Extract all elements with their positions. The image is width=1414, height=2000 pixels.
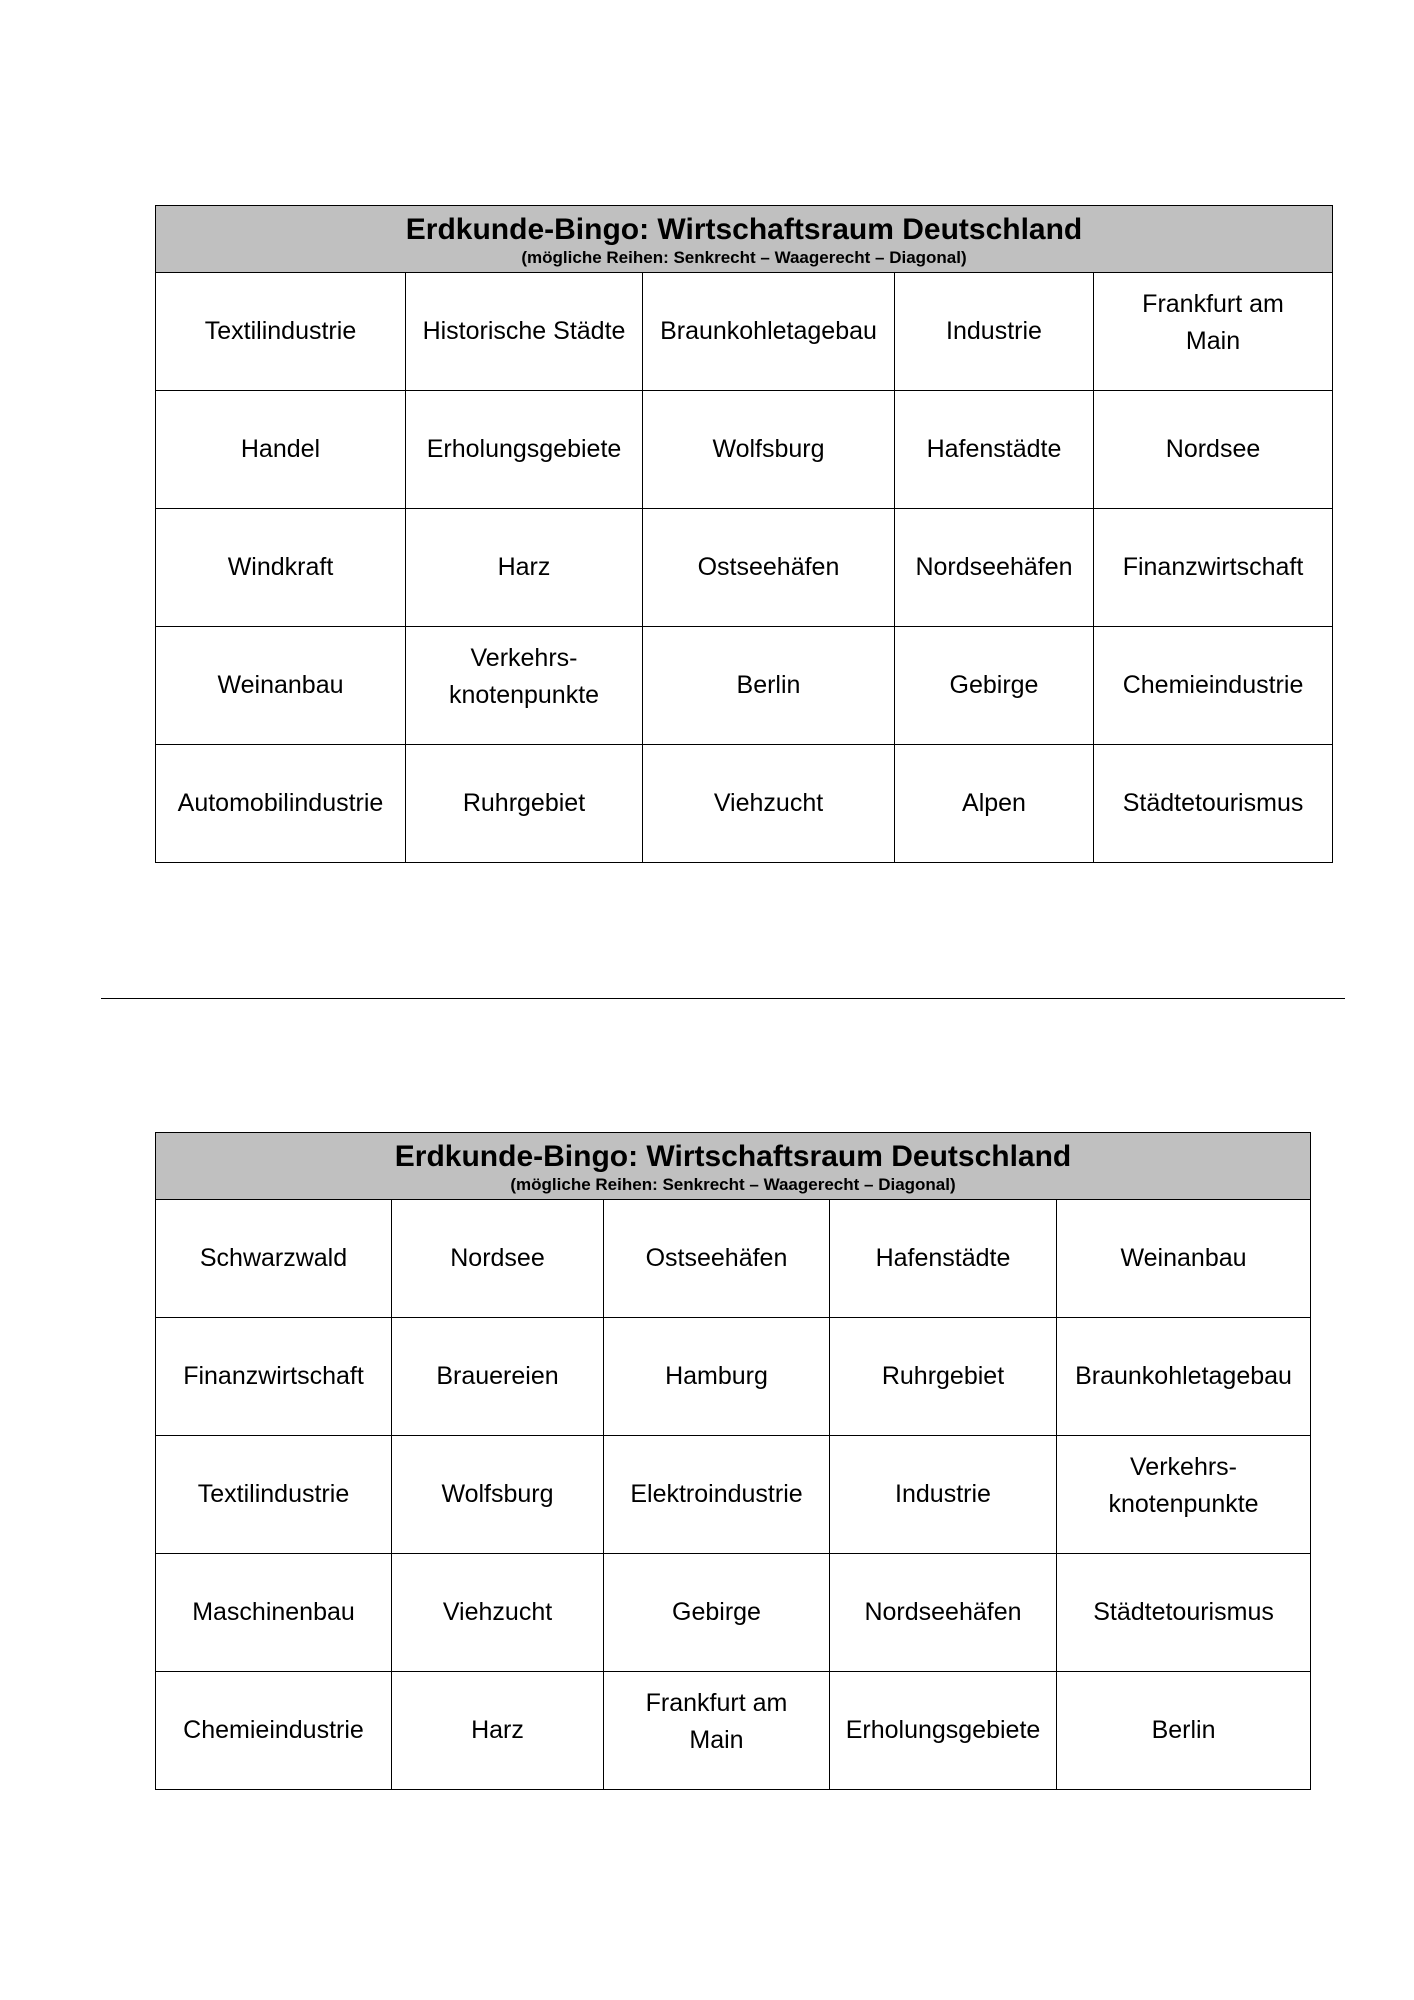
bingo-card-title: Erdkunde-Bingo: Wirtschaftsraum Deutschland [405, 212, 1083, 246]
bingo-cell [830, 1554, 1057, 1672]
bingo-cell [392, 1200, 604, 1318]
bingo-cell-label: Frankfurt am Main [645, 1688, 788, 1754]
bingo-cell-label: Nordseehäfen [864, 1598, 1022, 1626]
bingo-cell [643, 745, 895, 863]
bingo-cell-label: Berlin [736, 671, 801, 699]
bingo-cell [156, 509, 406, 627]
bingo-cell [156, 1436, 392, 1554]
bingo-cell-label: Weinanbau [217, 671, 344, 699]
bingo-row [156, 1200, 1311, 1318]
bingo-cell [643, 509, 895, 627]
bingo-cell-label: Industrie [946, 317, 1042, 345]
bingo-cell [830, 1318, 1057, 1436]
bingo-cell [1094, 627, 1333, 745]
bingo-cell-label: Verkehrs- knotenpunkte [448, 643, 600, 709]
bingo-cell-label: Chemieindustrie [183, 1716, 364, 1744]
bingo-cell [604, 1318, 830, 1436]
bingo-card-2 [155, 1132, 1311, 1790]
bingo-cell [895, 273, 1094, 391]
bingo-cell-label: Nordseehäfen [915, 553, 1073, 581]
bingo-cell-label: Schwarzwald [199, 1244, 348, 1272]
bingo-cell [156, 391, 406, 509]
bingo-cell [392, 1554, 604, 1672]
bingo-cell [156, 1672, 392, 1790]
bingo-cell-label: Städtetourismus [1093, 1598, 1274, 1626]
bingo-cell-label: Wolfsburg [712, 435, 825, 463]
bingo-cell [1094, 745, 1333, 863]
bingo-cell [1094, 391, 1333, 509]
bingo-card-subtitle: (mögliche Reihen: Senkrecht – Waagerecht – Diagonal) [521, 247, 967, 267]
bingo-cell-label: Erholungsgebiete [426, 435, 622, 463]
bingo-cell [156, 627, 406, 745]
bingo-cell-label: Windkraft [227, 553, 334, 581]
bingo-cell-label: Automobilindustrie [177, 789, 384, 817]
bingo-cell-label: Hamburg [665, 1362, 768, 1390]
bingo-cell-label: Ostseehäfen [697, 553, 840, 581]
bingo-cell-label: Brauereien [436, 1362, 559, 1390]
bingo-cell [392, 1318, 604, 1436]
bingo-cell [604, 1200, 830, 1318]
bingo-cell [156, 273, 406, 391]
bingo-row [156, 1436, 1311, 1554]
bingo-cell-label: Harz [471, 1716, 524, 1744]
bingo-cell [1057, 1200, 1311, 1318]
bingo-cell-label: Textilindustrie [204, 317, 357, 345]
bingo-row [156, 1554, 1311, 1672]
bingo-cell-label: Berlin [1151, 1716, 1216, 1744]
bingo-cell [830, 1436, 1057, 1554]
bingo-cell-label: Ruhrgebiet [462, 789, 586, 817]
bingo-cell-label: Maschinenbau [192, 1598, 355, 1626]
bingo-cell-label: Frankfurt am Main [1142, 289, 1284, 355]
bingo-cell-label: Hafenstädte [926, 435, 1062, 463]
bingo-cell-label: Chemieindustrie [1122, 671, 1304, 699]
bingo-card-header [156, 1133, 1311, 1200]
bingo-cell-label: Historische Städte [422, 317, 626, 345]
bingo-cell-label: Braunkohletagebau [1075, 1362, 1292, 1390]
bingo-cell-label: Textilindustrie [197, 1480, 350, 1508]
bingo-cell-label: Alpen [962, 789, 1026, 817]
bingo-cell [830, 1672, 1057, 1790]
bingo-cell-label: Hafenstädte [875, 1244, 1011, 1272]
bingo-cell [895, 509, 1094, 627]
bingo-cell [392, 1436, 604, 1554]
bingo-cell [895, 627, 1094, 745]
bingo-cell [406, 273, 643, 391]
bingo-cell [604, 1554, 830, 1672]
cut-line [101, 998, 1345, 999]
bingo-card-1 [155, 205, 1333, 863]
bingo-cell [604, 1436, 830, 1554]
bingo-cell-label: Viehzucht [442, 1598, 553, 1626]
bingo-cell-label: Weinanbau [1120, 1244, 1247, 1272]
bingo-cell [406, 745, 643, 863]
bingo-cell-label: Nordsee [450, 1244, 545, 1272]
bingo-cell [643, 273, 895, 391]
bingo-cell [1057, 1318, 1311, 1436]
bingo-cell [643, 391, 895, 509]
bingo-row [156, 509, 1333, 627]
bingo-cell [392, 1672, 604, 1790]
bingo-row [156, 1672, 1311, 1790]
bingo-cell-label: Wolfsburg [441, 1480, 554, 1508]
bingo-cell-label: Elektroindustrie [630, 1480, 803, 1508]
bingo-card-subtitle: (mögliche Reihen: Senkrecht – Waagerecht – Diagonal) [510, 1174, 956, 1194]
bingo-cell [1094, 273, 1333, 391]
bingo-cell-label: Finanzwirtschaft [1122, 553, 1304, 581]
bingo-cell [1094, 509, 1333, 627]
bingo-cell [643, 627, 895, 745]
bingo-cell [1057, 1672, 1311, 1790]
bingo-cell-label: Industrie [895, 1480, 991, 1508]
bingo-cell [156, 745, 406, 863]
bingo-cell-label: Ostseehäfen [645, 1244, 788, 1272]
bingo-cell [604, 1672, 830, 1790]
bingo-cell-label: Nordsee [1165, 435, 1261, 463]
bingo-cell [830, 1200, 1057, 1318]
bingo-cell [406, 391, 643, 509]
bingo-row [156, 391, 1333, 509]
bingo-cell-label: Finanzwirtschaft [183, 1362, 364, 1390]
bingo-cell [1057, 1554, 1311, 1672]
bingo-cell-label: Braunkohletagebau [660, 317, 877, 345]
bingo-card-header [156, 206, 1333, 273]
bingo-cell-label: Gebirge [672, 1598, 761, 1626]
bingo-cell [156, 1554, 392, 1672]
bingo-cell [895, 745, 1094, 863]
bingo-cell-label: Handel [240, 435, 321, 463]
bingo-cell-label: Ruhrgebiet [881, 1362, 1005, 1390]
bingo-cell [406, 509, 643, 627]
bingo-card-title: Erdkunde-Bingo: Wirtschaftsraum Deutschland [394, 1139, 1072, 1173]
bingo-row [156, 1318, 1311, 1436]
bingo-cell-label: Verkehrs- knotenpunkte [1108, 1452, 1259, 1518]
bingo-row [156, 627, 1333, 745]
bingo-cell-label: Harz [497, 553, 551, 581]
bingo-cell [1057, 1436, 1311, 1554]
bingo-row [156, 745, 1333, 863]
bingo-cell [406, 627, 643, 745]
bingo-cell [156, 1200, 392, 1318]
bingo-card-header-row [156, 206, 1333, 273]
bingo-cell-label: Erholungsgebiete [845, 1716, 1041, 1744]
bingo-cell [156, 1318, 392, 1436]
bingo-cell-label: Städtetourismus [1122, 789, 1304, 817]
bingo-cell [895, 391, 1094, 509]
bingo-cell-label: Gebirge [949, 671, 1039, 699]
bingo-cell-label: Viehzucht [713, 789, 824, 817]
bingo-card-header-row [156, 1133, 1311, 1200]
bingo-row [156, 273, 1333, 391]
